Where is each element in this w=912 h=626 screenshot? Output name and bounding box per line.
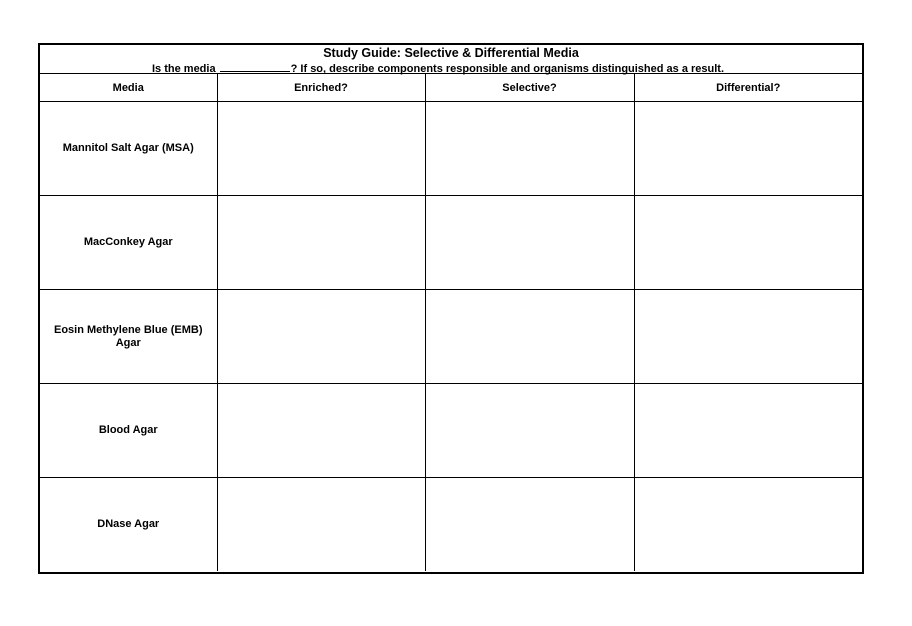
table-header-row xyxy=(40,74,862,102)
column-header-enriched: Enriched? xyxy=(217,74,425,102)
table-row xyxy=(40,478,862,572)
table-row xyxy=(40,102,862,196)
selective-cell[interactable] xyxy=(425,384,634,478)
title-band xyxy=(40,45,862,74)
differential-cell[interactable] xyxy=(634,384,862,478)
table-row xyxy=(40,384,862,478)
enriched-cell[interactable] xyxy=(217,196,425,290)
media-cell xyxy=(40,102,217,196)
page-title: Study Guide: Selective & Differential Media xyxy=(323,46,579,60)
selective-cell[interactable] xyxy=(425,290,634,384)
enriched-cell[interactable] xyxy=(217,102,425,196)
media-name: Blood Agar xyxy=(98,424,158,436)
table-row xyxy=(40,290,862,384)
subtitle-prefix: Is the media xyxy=(152,63,216,75)
enriched-cell[interactable] xyxy=(217,478,425,572)
selective-cell[interactable] xyxy=(425,478,634,572)
enriched-cell[interactable] xyxy=(217,384,425,478)
media-cell xyxy=(40,478,217,572)
media-cell xyxy=(40,290,217,384)
differential-cell[interactable] xyxy=(634,102,862,196)
table-row xyxy=(40,196,862,290)
column-header-differential: Differential? xyxy=(634,74,862,102)
column-header-media: Media xyxy=(40,74,217,102)
media-name: MacConkey Agar xyxy=(83,236,173,248)
differential-cell[interactable] xyxy=(634,290,862,384)
media-name: Eosin Methylene Blue (EMB) Agar xyxy=(53,323,203,349)
differential-cell[interactable] xyxy=(634,478,862,572)
media-cell xyxy=(40,196,217,290)
column-header-selective: Selective? xyxy=(425,74,634,102)
selective-cell[interactable] xyxy=(425,196,634,290)
study-guide-sheet xyxy=(38,43,864,574)
selective-cell[interactable] xyxy=(425,102,634,196)
media-table xyxy=(40,74,862,571)
media-cell xyxy=(40,384,217,478)
media-name: Mannitol Salt Agar (MSA) xyxy=(62,142,194,154)
enriched-cell[interactable] xyxy=(217,290,425,384)
fill-in-blank[interactable] xyxy=(220,61,290,72)
subtitle xyxy=(152,61,724,75)
subtitle-suffix: ? If so, describe components responsible and organisms distinguished as a result. xyxy=(290,63,725,75)
media-name: DNase Agar xyxy=(97,518,160,530)
differential-cell[interactable] xyxy=(634,196,862,290)
